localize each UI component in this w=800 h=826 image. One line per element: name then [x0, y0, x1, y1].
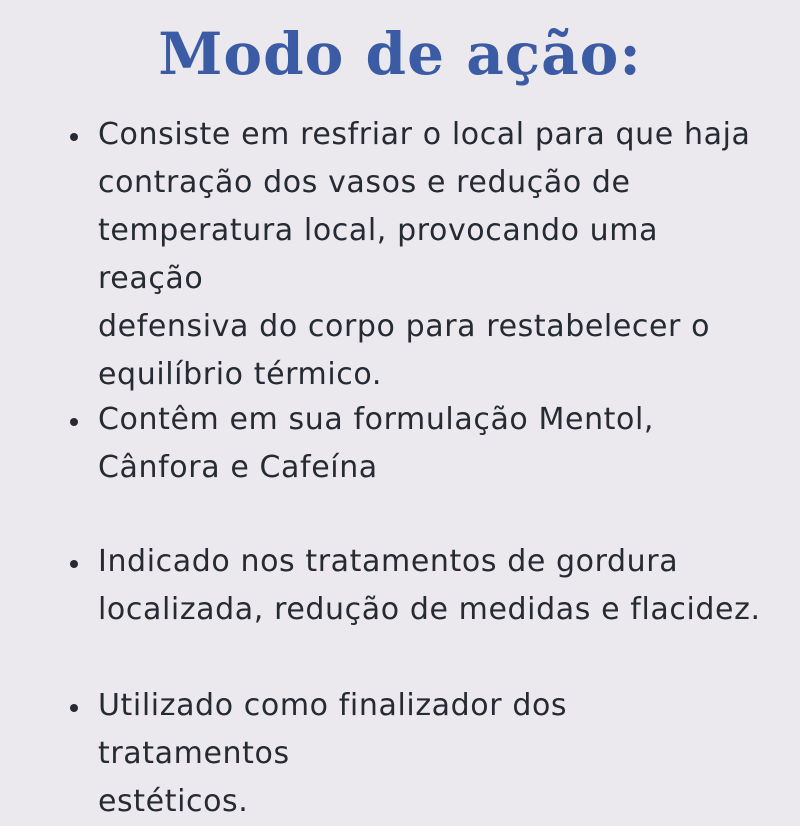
bullet-text: Indicado nos tratamentos de gordura localizada, redução de medidas e flacidez.	[98, 544, 761, 627]
page-title: Modo de ação:	[158, 20, 642, 88]
bullet-text: Contêm em sua formulação Mentol, Cânfora e Cafeína	[98, 402, 655, 485]
bullet-dot-icon	[70, 704, 78, 712]
bullet-dot-icon	[70, 133, 78, 141]
bullet-dot-icon	[70, 418, 78, 426]
bullet-dot-icon	[70, 560, 78, 568]
bullet-text: Consiste em resfriar o local para que haja contração dos vasos e redução de temperatura local, provocando uma reação defensiva do corpo para restabelecer o equilíbrio térmico.	[98, 117, 751, 392]
bullet-text: Utilizado como finalizador dos tratamentos estéticos.	[98, 688, 568, 819]
